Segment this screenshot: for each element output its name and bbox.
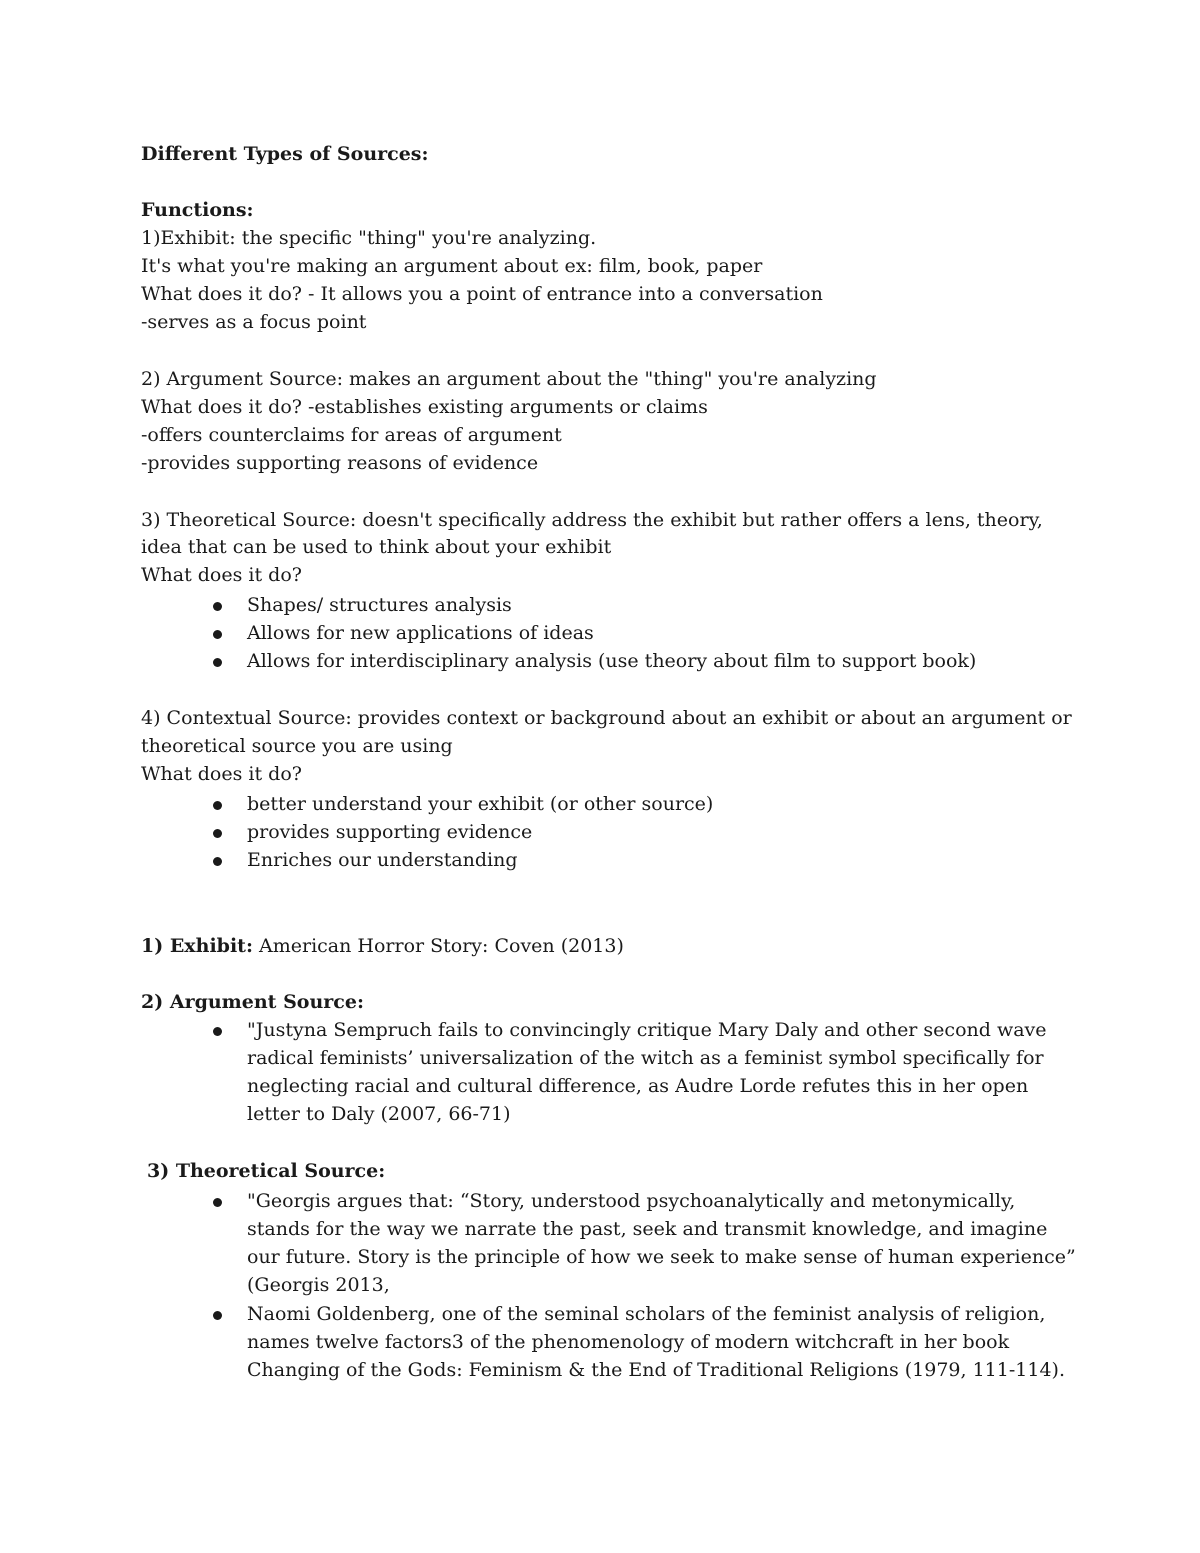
- contextual-line-3: What does it do?: [141, 763, 302, 785]
- argument-line-3: -offers counterclaims for areas of argument: [141, 424, 562, 446]
- contextual-line-1: 4) Contextual Source: provides context or background about an exhibit or about an argument or: [141, 707, 1072, 729]
- theoretical-bullet-line: our future. Story is the principle of how we seek to make sense of human experience”: [247, 1246, 1076, 1268]
- bullet-icon: [213, 1311, 222, 1320]
- list-item: provides supporting evidence: [247, 821, 533, 843]
- argument-line-1: 2) Argument Source: makes an argument about the "thing" you're analyzing: [141, 368, 877, 390]
- argument-line-4: -provides supporting reasons of evidence: [141, 452, 539, 474]
- theoretical-bullet-line: Changing of the Gods: Feminism & the End of Traditional Religions (1979, 111-114).: [247, 1359, 1065, 1381]
- exhibit-line-1: 1)Exhibit: the specific "thing" you're analyzing.: [141, 227, 597, 249]
- list-item: Shapes/ structures analysis: [247, 594, 512, 616]
- argument-bullet-line: neglecting racial and cultural difference, as Audre Lorde refutes this in her open: [247, 1075, 1029, 1097]
- theoretical-bullet-line: stands for the way we narrate the past, seek and transmit knowledge, and imagine: [247, 1218, 1048, 1240]
- contextual-line-2: theoretical source you are using: [141, 735, 453, 757]
- exhibit-line-3: What does it do? - It allows you a point of entrance into a conversation: [141, 283, 823, 305]
- exhibit-line-2: It's what you're making an argument about ex: film, book, paper: [141, 255, 763, 277]
- example-exhibit-label: 1) Exhibit:: [141, 935, 253, 957]
- functions-heading: Functions:: [141, 199, 254, 221]
- bullet-icon: [213, 658, 222, 667]
- theoretical-line-1: 3) Theoretical Source: doesn't specifically address the exhibit but rather offers a lens, theory,: [141, 509, 1043, 531]
- theoretical-line-3: What does it do?: [141, 564, 302, 586]
- theoretical-bullet-line: names twelve factors3 of the phenomenology of modern witchcraft in her book: [247, 1331, 1010, 1353]
- exhibit-line-4: -serves as a focus point: [141, 311, 367, 333]
- theoretical-bullet-line: "Georgis argues that: “Story, understood psychoanalytically and metonymically,: [247, 1190, 1016, 1212]
- theoretical-line-2: idea that can be used to think about your exhibit: [141, 536, 612, 558]
- list-item: Allows for interdisciplinary analysis (use theory about film to support book): [247, 650, 977, 672]
- argument-bullet-line: "Justyna Sempruch fails to convincingly critique Mary Daly and other second wave: [247, 1019, 1047, 1041]
- theoretical-bullet-line: Naomi Goldenberg, one of the seminal scholars of the feminist analysis of religion,: [247, 1303, 1046, 1325]
- argument-line-2: What does it do? -establishes existing arguments or claims: [141, 396, 708, 418]
- list-item: better understand your exhibit (or other source): [247, 793, 714, 815]
- list-item: Enriches our understanding: [247, 849, 518, 871]
- argument-bullet-line: radical feminists’ universalization of the witch as a feminist symbol specifically for: [247, 1047, 1044, 1069]
- bullet-icon: [213, 829, 222, 838]
- bullet-icon: [213, 602, 222, 611]
- example-theoretical-heading: 3) Theoretical Source:: [147, 1160, 386, 1182]
- bullet-icon: [213, 857, 222, 866]
- document-title: Different Types of Sources:: [141, 143, 429, 165]
- bullet-icon: [213, 1198, 222, 1207]
- list-item: Allows for new applications of ideas: [247, 622, 594, 644]
- example-exhibit: [141, 932, 624, 960]
- bullet-icon: [213, 801, 222, 810]
- example-argument-heading: 2) Argument Source:: [141, 991, 364, 1013]
- argument-bullet-line: letter to Daly (2007, 66-71): [247, 1103, 511, 1125]
- example-exhibit-value: American Horror Story: Coven (2013): [252, 935, 624, 957]
- bullet-icon: [213, 630, 222, 639]
- theoretical-bullet-line: (Georgis 2013,: [247, 1274, 390, 1296]
- bullet-icon: [213, 1027, 222, 1036]
